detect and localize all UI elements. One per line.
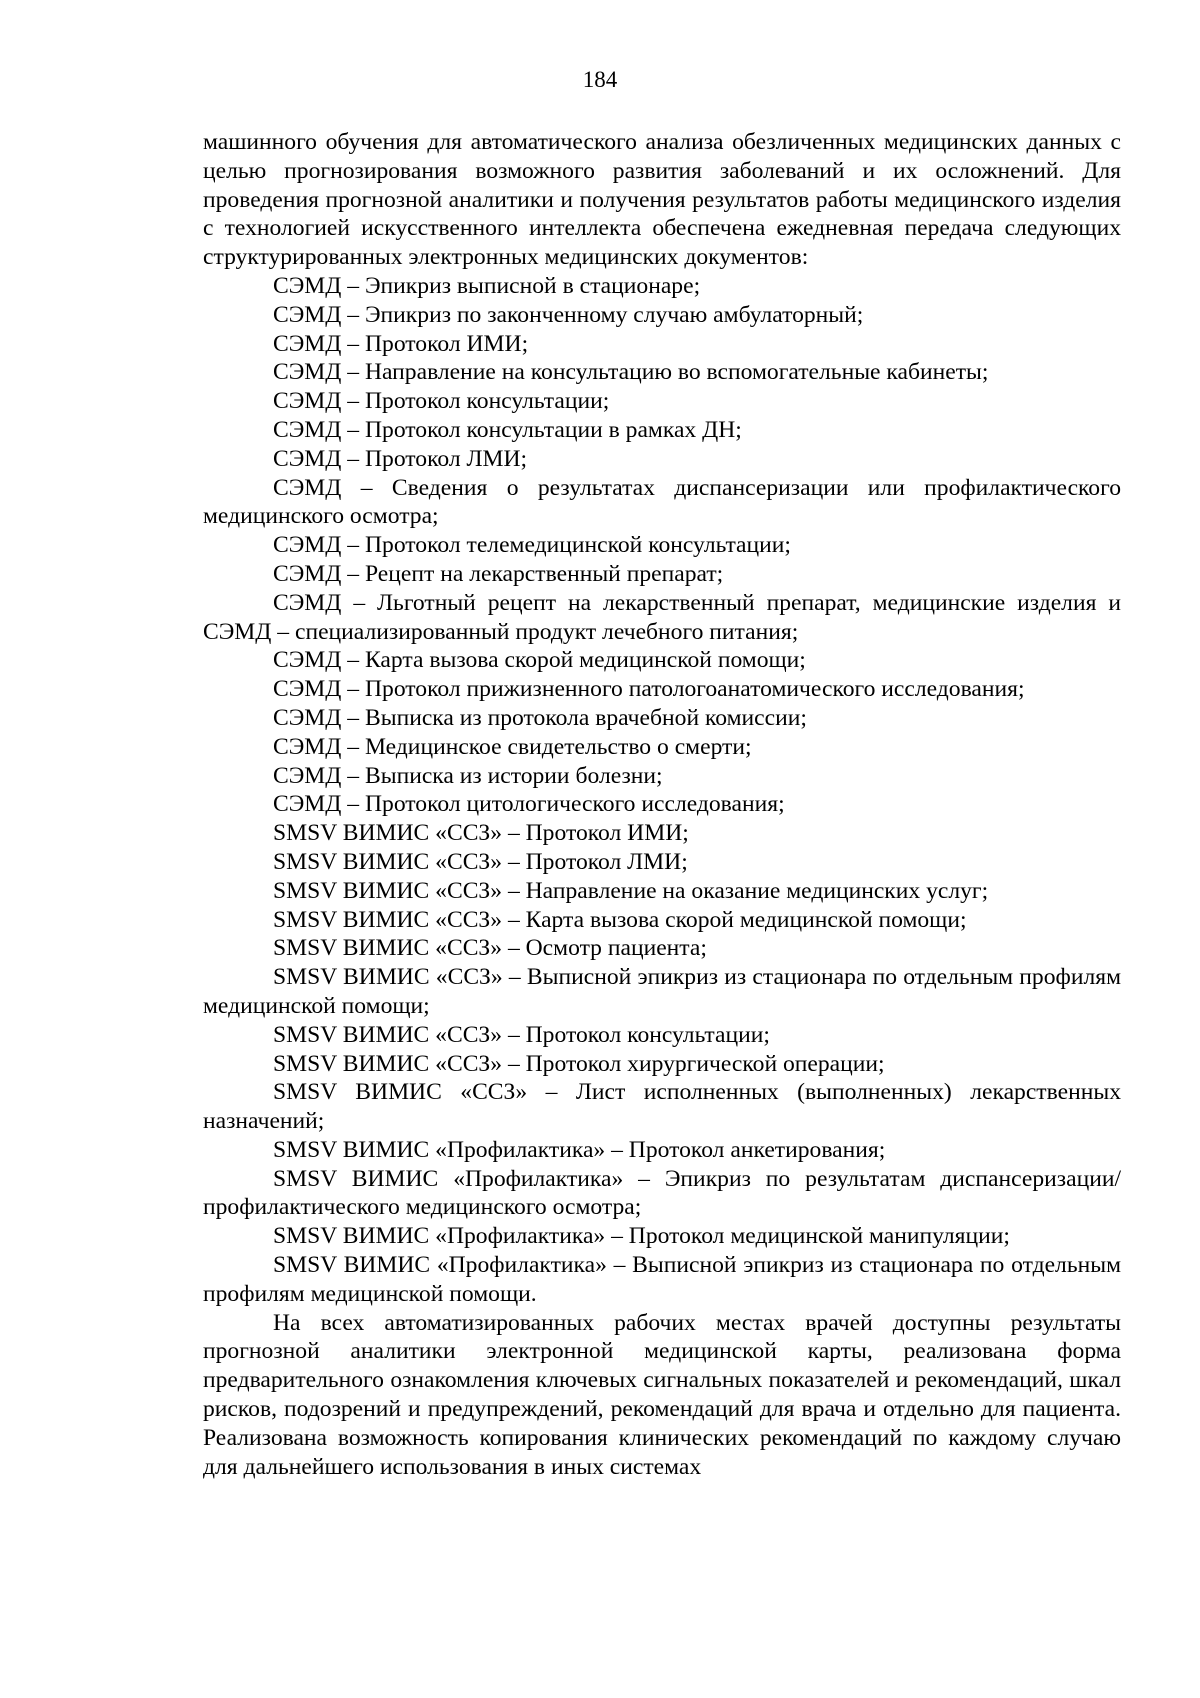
paragraph-conclusion: На всех автоматизированных рабочих местах врачей доступны результаты прогнозной аналитики электронной медицинской карты, реализована форма предварительного ознакомления ключевых сигнальных показателей и рекомендаций, шкал рисков, подозрений и предупреждений, рекомендаций для врача и отдельно для пациента. Реализована возможность копирования клинических рекомендаций по каждому случаю для дальнейшего использования в иных системах [203,1309,1121,1480]
list-item: SMSV ВИМИС «Профилактика» – Протокол анкетирования; [273,1136,886,1163]
list-item: SMSV ВИМИС «ССЗ» – Выписной эпикриз из стационара по отдельным профилям медицинской помощи; [203,964,1121,1019]
list-item: СЭМД – Протокол ИМИ; [273,330,529,357]
list-item: СЭМД – Льготный рецепт на лекарственный препарат, медицинские изделия и СЭМД – специализированный продукт лечебного питания; [203,589,1121,645]
list-item: СЭМД – Протокол ЛМИ; [273,445,528,472]
list-item: SMSV ВИМИС «ССЗ» – Карта вызова скорой медицинской помощи; [273,906,967,933]
body-text [203,128,1121,1481]
list-item: СЭМД – Рецепт на лекарственный препарат; [273,560,724,587]
list-item: SMSV ВИМИС «ССЗ» – Лист исполненных (выполненных) лекарственных назначений; [203,1079,1121,1135]
list-item: SMSV ВИМИС «ССЗ» – Направление на оказание медицинских услуг; [273,877,989,904]
list-item: SMSV ВИМИС «Профилактика» – Эпикриз по результатам диспансеризации/профилактического медицинского осмотра; [203,1165,1121,1221]
list-item: SMSV ВИМИС «ССЗ» – Протокол хирургической операции; [273,1050,885,1077]
list-item: СЭМД – Протокол консультации; [273,388,610,415]
paragraph-intro: машинного обучения для автоматического анализа обезличенных медицинских данных с целью прогнозирования возможного развития заболеваний и их осложнений. Для проведения прогнозной аналитики и получения результатов работы медицинского изделия с технологией искусственного интеллекта обеспечена ежедневная передача следующих структурированных электронных медицинских документов: [203,129,1121,271]
list-item: СЭМД – Протокол телемедицинской консультации; [273,532,791,559]
list-item: СЭМД – Выписка из протокола врачебной комиссии; [273,704,807,731]
list-item: СЭМД – Карта вызова скорой медицинской помощи; [273,647,806,674]
list-item: СЭМД – Эпикриз по законченному случаю амбулаторный; [273,301,864,328]
list-item: СЭМД – Медицинское свидетельство о смерти; [273,733,752,760]
list-item: SMSV ВИМИС «Профилактика» – Выписной эпикриз из стационара по отдельным профилям медицинской помощи. [203,1252,1121,1307]
page-number: 184 [582,67,618,92]
list-item: СЭМД – Протокол консультации в рамках ДН; [273,416,742,443]
list-item: SMSV ВИМИС «ССЗ» – Протокол ЛМИ; [273,848,688,875]
list-item: СЭМД – Сведения о результатах диспансеризации или профилактического медицинского осмотра; [203,474,1121,530]
list-item: СЭМД – Протокол цитологического исследования; [273,791,785,818]
list-item: SMSV ВИМИС «ССЗ» – Протокол консультации; [273,1021,770,1048]
list-item: СЭМД – Протокол прижизненного патологоанатомического исследования; [273,676,1025,703]
list-item: SMSV ВИМИС «ССЗ» – Протокол ИМИ; [273,820,689,847]
list-item: SMSV ВИМИС «ССЗ» – Осмотр пациента; [273,935,707,962]
list-item: СЭМД – Эпикриз выписной в стационаре; [273,272,701,299]
list-item: SMSV ВИМИС «Профилактика» – Протокол медицинской манипуляции; [273,1223,1010,1250]
list-item: СЭМД – Направление на консультацию во вспомогательные кабинеты; [273,359,989,386]
list-item: СЭМД – Выписка из истории болезни; [273,762,663,789]
